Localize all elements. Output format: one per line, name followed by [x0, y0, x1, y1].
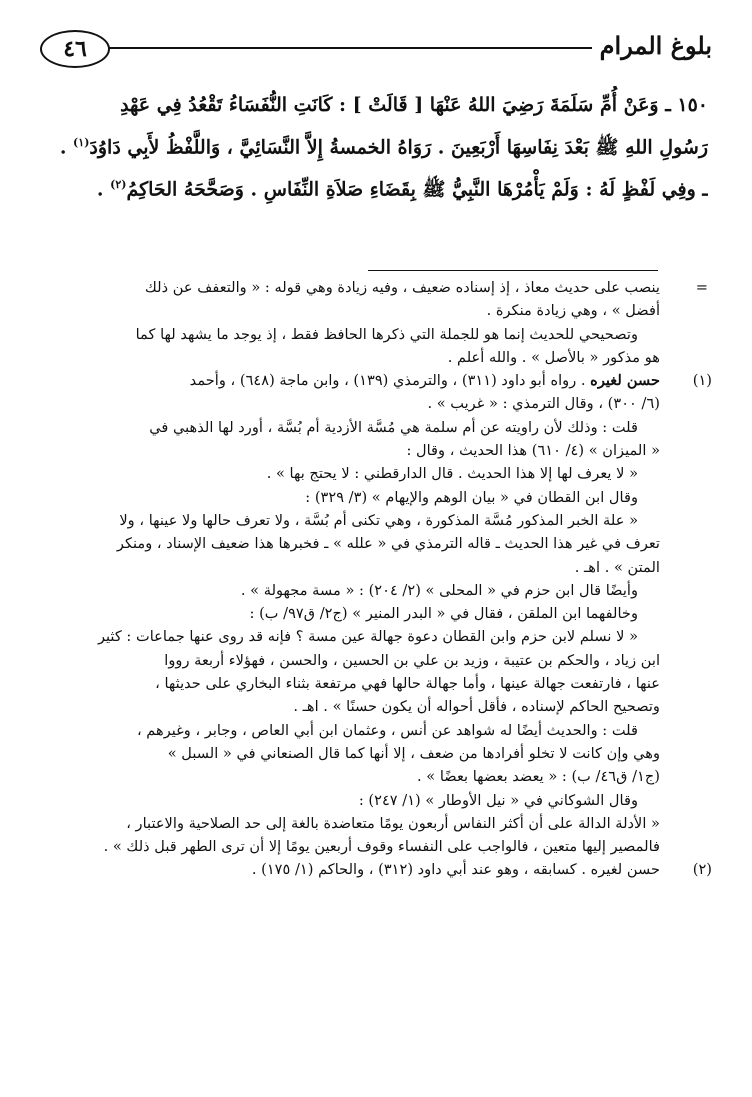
footnote-marker-1: (١): [692, 372, 712, 390]
note-line: « لا نسلم لابن حزم وابن القطان دعوة جهالة عين مسة ؟ فإنه قد روى عنها جماعات : كثير: [97, 628, 638, 646]
note-line: (١) حسن لغيره . رواه أبو داود (٣١١) ، والترمذي (١٣٩) ، وابن ماجة (٦٤٨) ، وأحمد: [40, 369, 712, 392]
footnotes: [40, 276, 712, 882]
note-line: « الأدلة الدالة على أن أكثر النفاس أربعون يومًا متعاضدة بالغة إلى حد الصلاحية والاعتبار ،: [126, 814, 660, 832]
note-line: قلت : والحديث أيضًا له شواهد عن أنس ، وعثمان ابن أبي العاص ، وجابر ، وغيرهم ،: [136, 721, 638, 739]
note-line: وقال الشوكاني في « نيل الأوطار » (١/ ٢٤٧) :: [358, 791, 638, 809]
note-line: فالمصير إليها متعين ، فالواجب على النفساء وقوف أربعين يومًا إلا أن ترى الطهر قبل ذلك » .: [103, 838, 660, 856]
note-line: (ج١/ ق٤٦/ ب) : « يعضد بعضها بعضًا » .: [417, 768, 660, 786]
hadith-line: رَسُولِ اللهِ ﷺ بَعْدَ نِفَاسِهَا أَرْبَعِينَ . رَوَاهُ الخمسةُ إِلاَّ النَّسَائِيَّ ، وَاللَّفْظُ لأَبِي دَاوُدَ$^{(١)}$ .: [59, 136, 708, 159]
note-line: « علة الخبر المذكور مُسَّة المذكورة ، وهي تكنى أم بُسَّة ، ولا تعرف حالها ولا عينها ، ولا: [119, 511, 638, 529]
note-line: (٦/ ٣٠٠) ، وقال الترمذي : « غريب » .: [427, 395, 660, 413]
page-number: ٤٦: [40, 30, 110, 68]
footnote-ref[interactable]: (٢): [110, 178, 127, 192]
note-line: « الميزان » (٤/ ٦١٠) هذا الحديث ، وقال :: [406, 442, 660, 460]
grading-label: حسن لغيره: [590, 372, 660, 390]
note-line: وتصحيحي للحديث إنما هو للجملة التي ذكرها الحافظ فقط ، إذ يوجد ما يشهد لها كما: [135, 325, 638, 343]
note-line: هو مذكور « بالأصل » . والله أعلم .: [447, 348, 660, 366]
footnote-separator: [368, 270, 658, 271]
note-line: وهي وإن كانت لا تخلو أفرادها من ضعف ، إلا أنها كما قال الصنعاني في « السبل »: [167, 744, 660, 762]
note-line: تعرف في غير هذا الحديث ـ قاله الترمذي في « علله » ـ فخبرها هذا ضعيف الإسناد ، ومنكر: [116, 535, 660, 553]
hadith-text: [40, 86, 708, 209]
footnote-marker-2: (٢): [692, 861, 712, 879]
note-line: وتصحيح الحاكم لإسناده ، فأقل أحواله أن يكون حسنًا » . اهـ .: [293, 698, 660, 716]
note-line: ابن زياد ، والحكم بن عتيبة ، وزيد بن علي بن الحسين ، والحسن ، فهؤلاء أربعة رووا: [164, 651, 660, 669]
continuation-marker: =: [695, 279, 708, 296]
note-line: المتن » . اهـ .: [574, 558, 660, 576]
note-line: أفضل » ، وهي زيادة منكرة .: [486, 302, 660, 320]
note-line: (٢) حسن لغيره . كسابقه ، وهو عند أبي داود (٣١٢) ، والحاكم (١/ ١٧٥) .: [40, 858, 712, 881]
note-line: وأيضًا قال ابن حزم في « المحلى » (٢/ ٢٠٤) : « مسة مجهولة » .: [240, 581, 638, 599]
note-line: وقال ابن القطان في « بيان الوهم والإيهام » (٣/ ٣٢٩) :: [305, 488, 638, 506]
note-line: = ينصب على حديث معاذ ، إذ إسناده ضعيف ، وفيه زيادة وهي قوله : « والتعفف عن ذلك: [40, 276, 712, 299]
note-line: « لا يعرف لها إلا هذا الحديث . قال الدارقطني : لا يحتج بها » .: [266, 465, 638, 483]
book-title: بلوغ المرام: [592, 30, 712, 62]
hadith-line: ١٥٠ ـ وَعَنْ أُمِّ سَلَمَةَ رَضِيَ اللهُ عَنْهَا [ قَالَتْ ] : كَانَتِ النُّفَسَاءُ تَقْعُدُ فِي عَهْدِ: [120, 94, 708, 116]
note-line: وخالفهما ابن الملقن ، فقال في « البدر المنير » (ج٢/ ق٩٧/ ب) :: [249, 605, 638, 623]
note-line: عنها ، فارتفعت جهالة عينها ، وأما جهالة حالها فهي مرتفعة بثناء البخاري على حديثها ،: [155, 675, 660, 693]
footnote-ref[interactable]: (١): [73, 136, 90, 149]
page-header: [40, 28, 712, 72]
note-line: قلت : وذلك لأن راويته عن أم سلمة هي مُسَّة الأزدية أم بُسَّة ، أورد لها الذهبي في: [149, 418, 638, 436]
hadith-line: ـ وفِي لَفْظٍ لَهُ : وَلَمْ يَأْمُرْهَا النَّبِيُّ ﷺ بِقَضَاءِ صَلاَةِ النِّفَاسِ . وَصَحَّحَهُ الحَاكِمُ$^{(٢)}$ .: [96, 178, 708, 201]
